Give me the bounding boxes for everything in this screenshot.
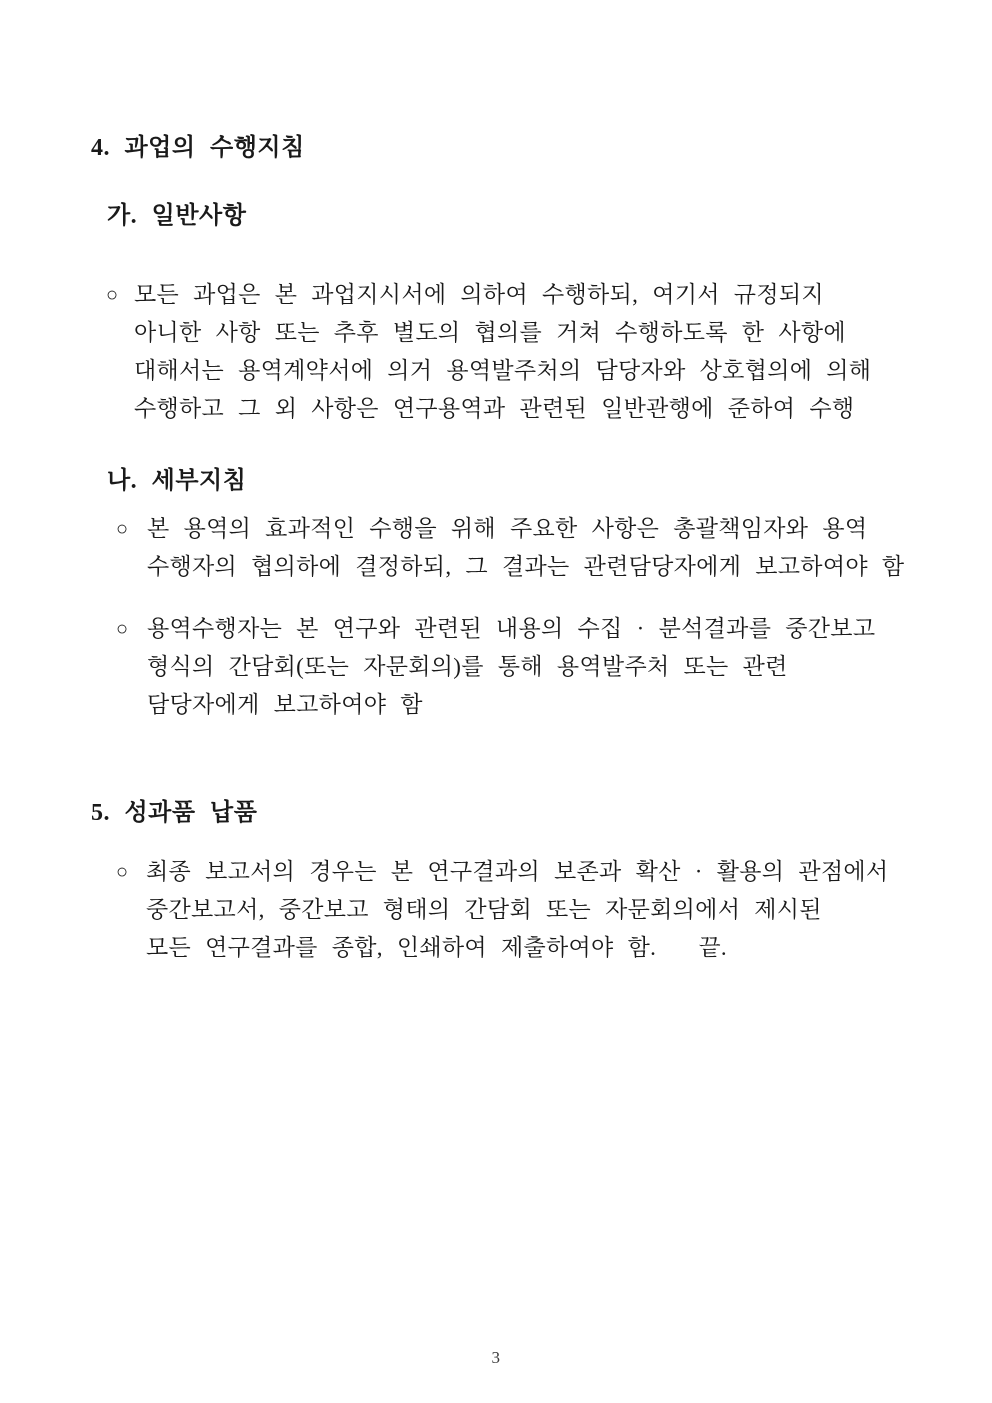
bullet-line: 모든 과업은 본 과업지시서에 의하여 수행하되, 여기서 규정되지 bbox=[134, 282, 824, 307]
section-5-heading: 5. 성과품 납품 bbox=[91, 800, 258, 826]
circle-bullet-icon: ○ bbox=[116, 861, 129, 883]
bullet-line: 형식의 간담회(또는 자문회의)를 통해 용역발주처 또는 관련 bbox=[147, 654, 788, 679]
circle-bullet-icon: ○ bbox=[116, 518, 129, 540]
circle-bullet-icon: ○ bbox=[106, 284, 119, 306]
bullet-text-block bbox=[134, 276, 871, 428]
bullet-line: 중간보고서, 중간보고 형태의 간담회 또는 자문회의에서 제시된 bbox=[146, 897, 822, 922]
bullet-line: 수행자의 협의하에 결정하되, 그 결과는 관련담당자에게 보고하여야 함 bbox=[147, 554, 905, 579]
deliverable-bullet-item bbox=[116, 853, 888, 967]
section-4-heading: 4. 과업의 수행지침 bbox=[91, 135, 305, 161]
circle-bullet-icon: ○ bbox=[116, 618, 129, 640]
bullet-line: 용역수행자는 본 연구와 관련된 내용의 수집 · 분석결과를 중간보고 bbox=[147, 616, 876, 641]
bullet-line: 아니한 사항 또는 추후 별도의 협의를 거쳐 수행하도록 한 사항에 bbox=[134, 320, 846, 345]
bullet-line: 담당자에게 보고하여야 함 bbox=[147, 692, 423, 717]
detail-bullet-item-2 bbox=[116, 610, 875, 724]
bullet-text-block bbox=[147, 510, 904, 586]
general-bullet-item bbox=[106, 276, 871, 428]
bullet-text-block bbox=[147, 610, 875, 724]
section-4-sub-na-heading: 나. 세부지침 bbox=[107, 468, 247, 494]
bullet-line: 대해서는 용역계약서에 의거 용역발주처의 담당자와 상호협의에 의해 bbox=[134, 358, 872, 383]
bullet-line: 최종 보고서의 경우는 본 연구결과의 보존과 확산 · 활용의 관점에서 bbox=[146, 859, 889, 884]
bullet-line: 모든 연구결과를 종합, 인쇄하여 제출하여야 함. 끝. bbox=[146, 935, 727, 960]
bullet-text-block bbox=[146, 853, 888, 967]
bullet-line: 수행하고 그 외 사항은 연구용역과 관련된 일반관행에 준하여 수행 bbox=[134, 396, 855, 421]
bullet-line: 본 용역의 효과적인 수행을 위해 주요한 사항은 총괄책임자와 용역 bbox=[147, 516, 868, 541]
section-4-sub-ga-heading: 가. 일반사항 bbox=[107, 203, 247, 229]
page-number: 3 bbox=[491, 1348, 501, 1367]
detail-bullet-item-1 bbox=[116, 510, 904, 586]
